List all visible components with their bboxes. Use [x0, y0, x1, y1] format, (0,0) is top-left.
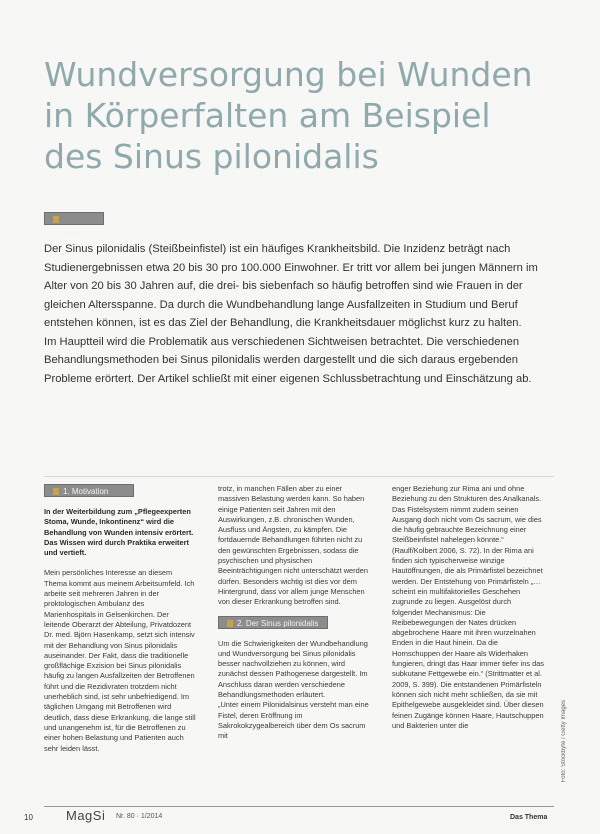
- intro-tag-label: Einleitung: [53, 228, 89, 237]
- page-number: 10: [24, 813, 33, 822]
- intro-text: [44, 240, 554, 388]
- divider: [44, 476, 554, 477]
- intro-paragraph-1: Der Sinus pilonidalis (Steißbeinfistel) ist ein häufiges Krankheitsbild. Die Inzidenz beträgt nach Studienergebnissen etwa 20 bis 30 pro 100.000 Einwohner. Er tritt vor allem bei jungen Männern im Alter von 20 bis 30 Jahren auf, die drei- bis siebenfach so häufig betroffen sind wie Frauen in der gleichen Altersspanne. Da durch die Wundbehandlung lange Ausfallzeiten in Studium und Beruf entstehen können, ist es das Ziel der Behandlung, die Krankheitsdauer möglichst kurz zu halten.: [44, 243, 538, 329]
- issue-label: Nr. 80 · 1/2014: [116, 813, 163, 820]
- motivation-tag-label: 1. Motivation: [63, 487, 109, 496]
- tag-accent-bar: [53, 488, 59, 495]
- column-2: [218, 484, 370, 742]
- body-paragraph: enger Beziehung zur Rima ani und ohne Beziehung zu den Strukturen des Analkanals. Das Fistelsystem nimmt zudem seinen Ausgang doch nicht vom Os sacrum, wie dies die häufig gebrauchte Bezeichnung einer Steißbeinfistel nahelegen könnte.“ (Raulf/Kolbert 2006, S. 72). In der Rima ani finden sich typischerweise winzige Hautöffnungen, die als Primärfistel bezeichnet werden. Der Entstehung von Primärfisteln „… scheint ein multifaktorielles Geschehen zugrunde zu liegen. Ausgelöst durch folgender Mechanismus: Die Reibebewegungen der Nates drücken abgebrochene Haare mit ihren wurzelnahen Enden in die Haut hinein. Da die Hornschuppen der Haare als Widerhaken fungieren, dringt das Haar immer tiefer ins das subkutane Fettgewebe ein.“ (Strittmatter et al. 2009, S. 399). Die entstandenen Primärfisteln können sich nicht mehr schließen, da sie mit Epithelgewebe ausgekleidet sind. Über diesen feinen Zugänge können Haare, Hautschuppen und Bakterien unter die: [392, 484, 544, 730]
- sinus-section-tag: [218, 616, 328, 629]
- lead-paragraph: In der Weiterbildung zum „Pflegeexperten Stoma, Wunde, Inkontinenz“ wird die Behandlung von Wunden intensiv erörtert. Das Wissen wird durch Praktika erweitert und vertieft.: [44, 507, 194, 558]
- intro-paragraph-2: Im Hauptteil wird die Problematik aus verschiedenen Sichtweisen betrachtet. Die verschiedenen Behandlungsmethoden bei Sinus pilonidalis werden dargestellt und die sich daraus ergebenden Probleme erörtert. Der Artikel schließt mit einer eigenen Schlussbetrachtung und Einschätzung ab.: [44, 335, 532, 385]
- body-paragraph: Um die Schwierigkeiten der Wundbehandlung und Wundversorgung bei Sinus pilonidalis besser nachvollziehen zu können, wird zunächst dessen Pathogenese dargestellt. Im Anschluss daran werden verschiedene Behandlungsmethoden erläutert.: [218, 638, 368, 700]
- section-label: Das Thema: [510, 814, 548, 821]
- column-1: [44, 484, 196, 754]
- page-footer: [20, 809, 580, 827]
- article-title: [44, 54, 564, 177]
- tag-accent-bar: [53, 216, 59, 223]
- tag-accent-bar: [227, 620, 233, 627]
- body-paragraph: Mein persönliches Interesse an diesem Thema kommt aus meinem Arbeitsumfeld. Ich arbeite seit mehreren Jahren in der proktologischen Ambulanz des Marienhospitals in Gelsenkirchen. Der leitende Oberarzt der Abteilung, Privatdozent Dr. med. Björn Hasenkamp, setzt sich intensiv mit der Behandlung von Sinus pilonidalis auseinander. Der Fakt, dass die traditionelle großflächige Exzision bei Sinus pilonidalis häufig zu langen Ausfallzeiten der Betroffenen führt und die Rezidivraten trotzdem nicht unerheblich sind, ist sehr unbefriedigend. Im täglichen Umgang mit Betroffenen wird deutlich, dass diese Erkrankung, die lange still und unangenehm ist, für die Betroffenen zu einer hohen Belastung und Patienten auch sehr leiden lässt.: [44, 568, 196, 753]
- intro-section-tag: [44, 212, 104, 237]
- photo-credit: Foto: Stockbyte / Getty Images: [561, 700, 567, 783]
- body-paragraph: trotz, in manchen Fällen aber zu einer massiven Belastung werden kann. So haben einige Patienten seit Jahren mit den Auswirkungen, z.B. chronischen Wunden, Ausfluss und Ängsten, zu kämpfen. Die fortdauernde Behandlungen führten nicht zu den gewünschten Ergebnissen, sodass die psychischen und physischen Beeinträchtigungen nicht unterschätzt werden dürfen. Besonders wichtig ist dies vor dem Hintergrund, dass vor allem junge Menschen von dieser Erkrankung betroffen sind.: [218, 484, 368, 607]
- magazine-logo: MagSi: [66, 808, 106, 823]
- title-line-1: Wundversorgung bei Wunden: [44, 55, 533, 94]
- footer-rule: [44, 806, 554, 807]
- motivation-section-tag: [44, 484, 134, 497]
- title-line-3: des Sinus pilonidalis: [44, 137, 379, 176]
- sinus-tag-label: 2. Der Sinus pilonidalis: [237, 618, 319, 628]
- title-line-2: in Körperfalten am Beispiel: [44, 96, 491, 135]
- body-paragraph: „Unter einem Pilonidalsinus versteht man eine Fistel, deren Eröffnung im Sakrokokzygealbereich über dem Os sacrum mit: [218, 700, 369, 741]
- column-3: [392, 484, 544, 731]
